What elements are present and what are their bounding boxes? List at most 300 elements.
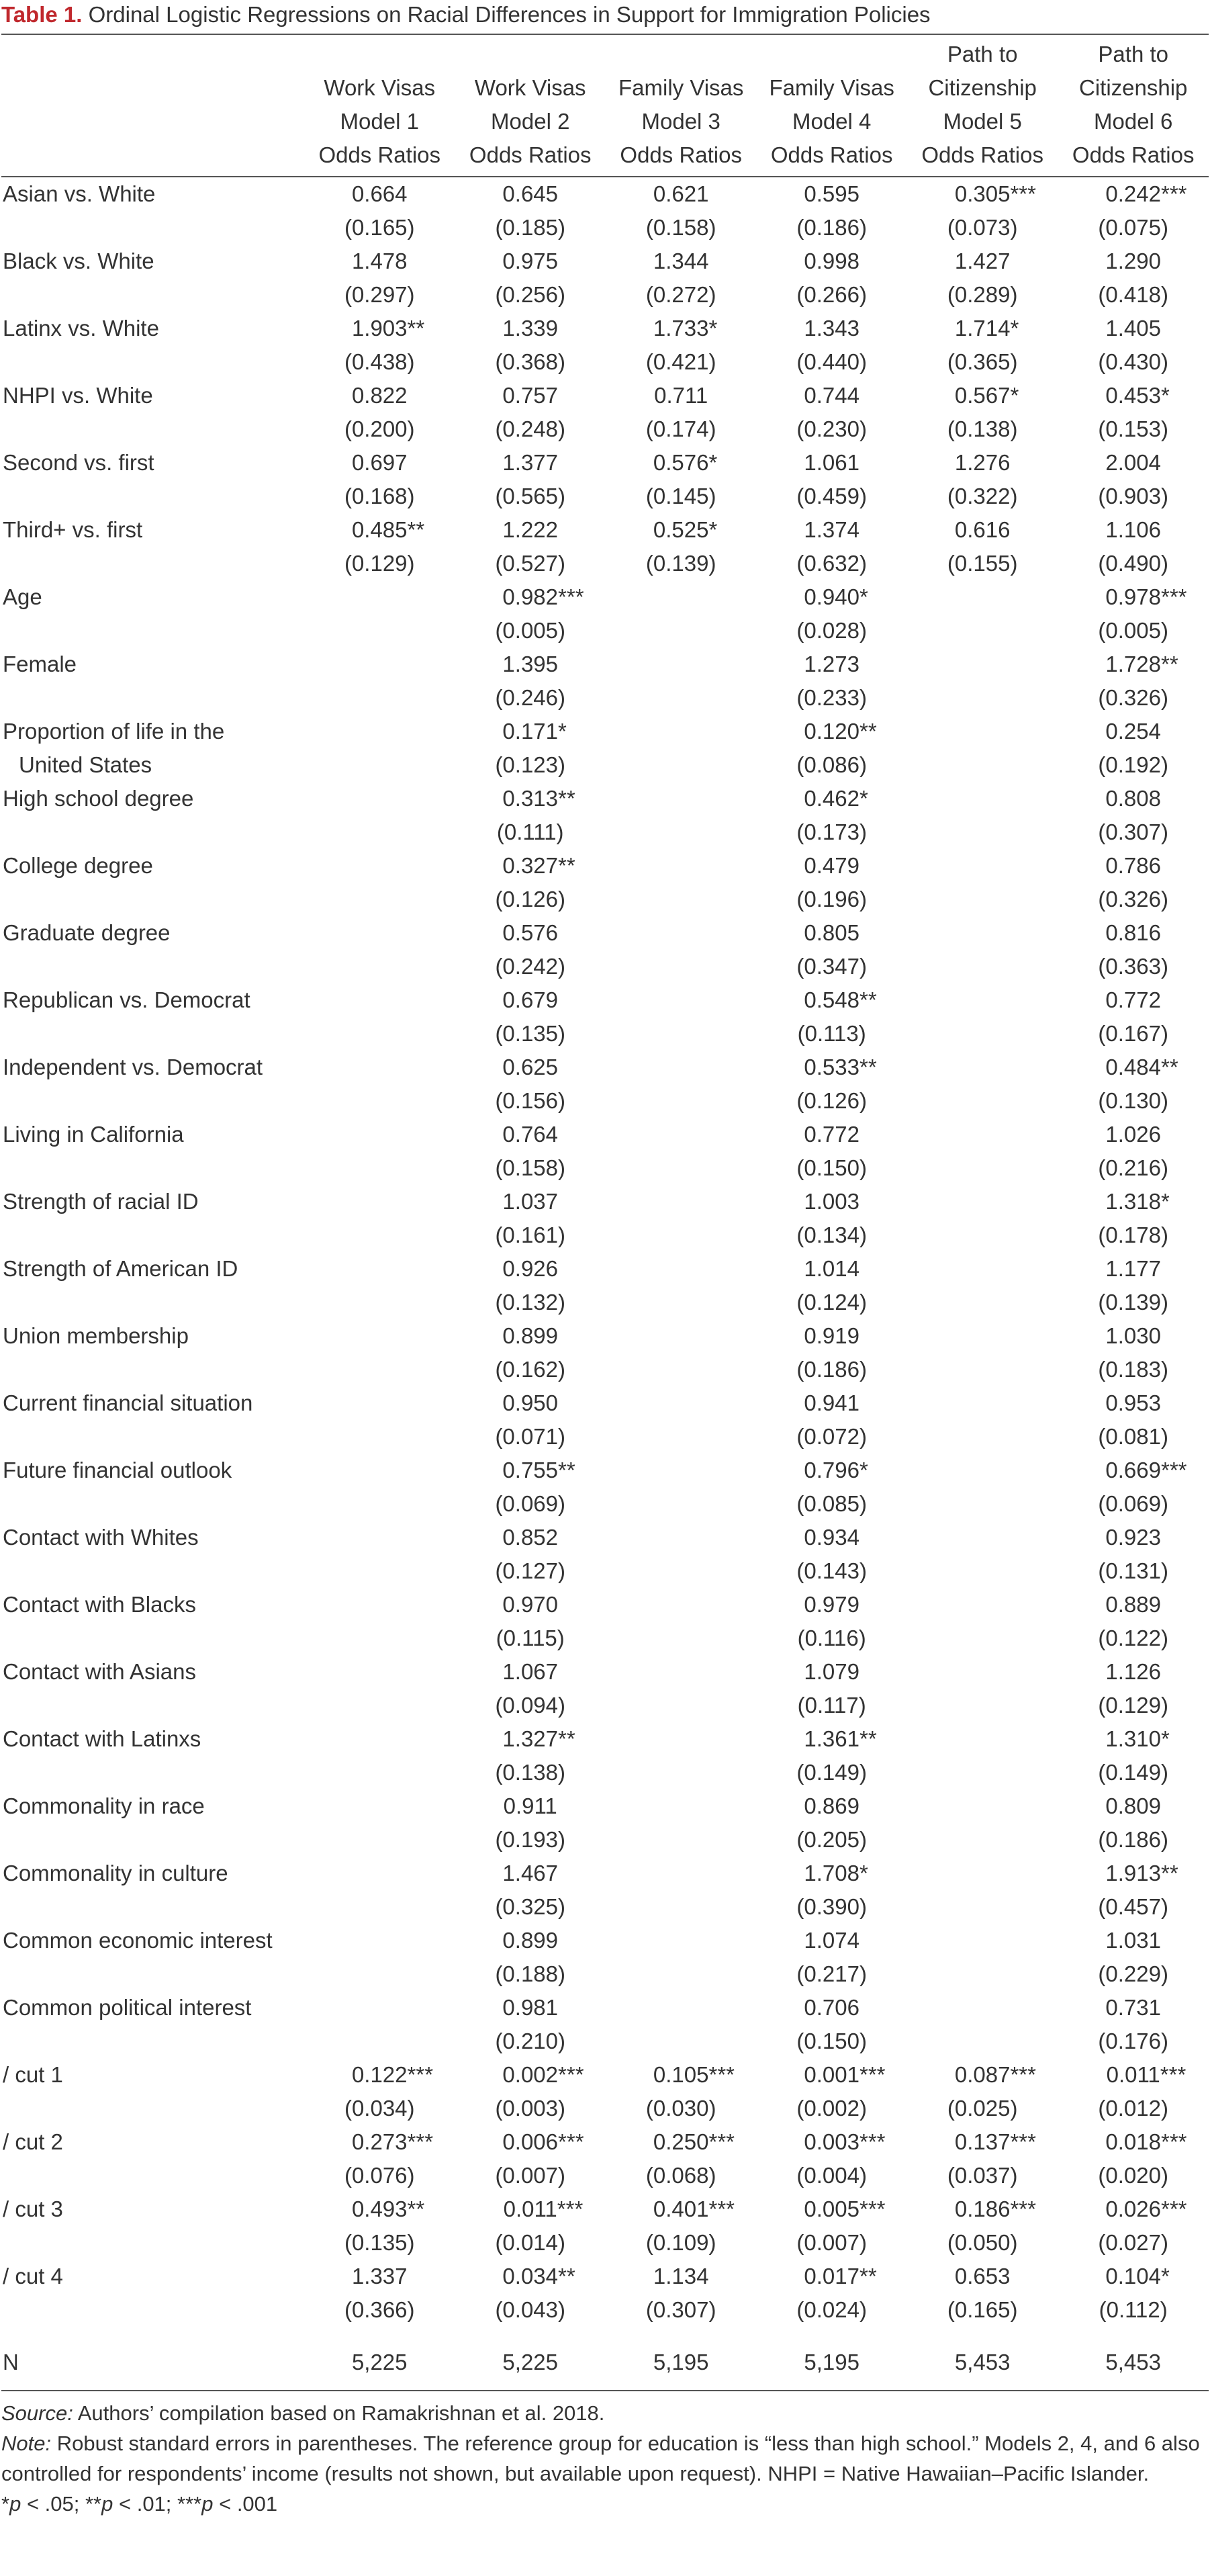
estimate-cell	[1058, 1991, 1209, 2025]
table-row-stderr	[1, 1487, 1209, 1521]
header-line: Family Visas	[769, 75, 894, 100]
row-label: Graduate degree	[3, 920, 171, 945]
cell-value	[796, 1957, 867, 1991]
row-label: Union membership	[3, 1323, 189, 1348]
row-label: Contact with Latinxs	[3, 1726, 201, 1751]
estimate-cell	[1058, 1319, 1209, 1353]
value-text: 0.697	[351, 450, 408, 475]
cell-value	[1098, 883, 1168, 916]
estimate-cell	[1058, 1454, 1209, 1487]
stderr-cell	[756, 950, 906, 983]
value-text: 0.026	[1105, 2196, 1161, 2221]
cell-value	[653, 2343, 709, 2382]
table-row-estimate	[1, 2192, 1209, 2226]
significance-stars: *	[1161, 1189, 1170, 1214]
stderr-cell	[1058, 480, 1209, 513]
estimate-cell	[606, 580, 756, 614]
header-line: Citizenship	[1079, 75, 1188, 100]
value-text: 0.242	[1105, 181, 1161, 206]
cell-value	[504, 1789, 557, 1823]
table-row-estimate	[1, 849, 1209, 883]
value-text: (0.289)	[947, 282, 1018, 307]
estimate-cell	[606, 1991, 756, 2025]
estimate-cell	[304, 648, 455, 681]
significance-note	[1, 2489, 1203, 2519]
stderr-cell	[1058, 1554, 1209, 1588]
cell-value	[344, 480, 415, 513]
cell-value	[804, 1319, 859, 1353]
stderr-cell	[756, 480, 906, 513]
value-text: (0.069)	[495, 1491, 565, 1516]
value-text: (0.134)	[796, 1223, 867, 1247]
estimate-cell	[606, 1118, 756, 1151]
value-text: 0.934	[804, 1525, 859, 1550]
significance-stars: **	[1161, 652, 1178, 676]
estimate-cell	[606, 1789, 756, 1823]
value-text: 1.478	[351, 249, 408, 273]
value-text: 5,225	[351, 2350, 408, 2374]
estimate-cell	[1058, 1521, 1209, 1554]
estimate-cell	[1058, 2125, 1209, 2159]
value-text: (0.168)	[344, 484, 415, 508]
value-text: 1.273	[804, 652, 859, 676]
header-line: Model 6	[1094, 109, 1173, 134]
stderr-cell	[907, 1957, 1058, 1991]
cell-value	[351, 312, 425, 345]
value-text: (0.129)	[344, 551, 415, 576]
cell-value	[1105, 1789, 1161, 1823]
stderr-cell	[907, 480, 1058, 513]
value-text: (0.188)	[495, 1961, 565, 1986]
estimate-cell	[455, 513, 605, 547]
value-text: 0.313	[502, 786, 559, 811]
n-cell	[304, 2343, 455, 2382]
value-text: 1.339	[502, 316, 559, 341]
stderr-cell	[606, 748, 756, 782]
stderr-cell	[1058, 1420, 1209, 1454]
stderr-cell	[1058, 2092, 1209, 2125]
cell-value	[1105, 1386, 1161, 1420]
estimate-cell	[1058, 1722, 1209, 1756]
stderr-cell	[304, 883, 455, 916]
value-text: (0.527)	[495, 551, 565, 576]
stderr-cell	[606, 1689, 756, 1722]
significance-stars: ***	[1010, 181, 1036, 206]
cell-value	[804, 1118, 859, 1151]
stderr-cell	[606, 2226, 756, 2260]
value-text: (0.246)	[495, 685, 565, 710]
stderr-cell	[606, 211, 756, 245]
cell-value	[344, 412, 415, 446]
stderr-cell	[907, 1890, 1058, 1924]
value-text: 0.744	[804, 383, 859, 408]
spacer-cell	[907, 2327, 1058, 2343]
estimate-cell	[756, 2192, 906, 2226]
row-label-continued	[1, 1957, 304, 1991]
stderr-cell	[1058, 412, 1209, 446]
stderr-cell	[756, 2092, 906, 2125]
value-text: 0.805	[804, 920, 859, 945]
stderr-cell	[907, 1554, 1058, 1588]
estimate-cell	[606, 1924, 756, 1957]
cell-value	[955, 245, 1011, 278]
table-row-estimate	[1, 1857, 1209, 1890]
header-line: Odds Ratios	[770, 142, 893, 167]
value-text: 0.786	[1105, 853, 1161, 878]
n-cell	[1058, 2343, 1209, 2382]
cell-value	[495, 211, 565, 245]
value-text: 0.731	[1105, 1995, 1161, 2020]
value-text: (0.347)	[796, 954, 867, 979]
cell-value	[796, 1218, 867, 1252]
stderr-cell	[756, 1218, 906, 1252]
cell-value	[796, 211, 867, 245]
value-text: (0.248)	[495, 416, 565, 441]
estimate-cell	[606, 513, 756, 547]
cell-value	[653, 446, 718, 480]
significance-stars: *	[1161, 1726, 1170, 1751]
cell-value	[804, 2192, 886, 2226]
significance-stars: **	[407, 2196, 425, 2221]
cell-value	[502, 312, 558, 345]
estimate-cell	[606, 1319, 756, 1353]
cell-value	[646, 211, 716, 245]
estimate-cell	[1058, 1924, 1209, 1957]
cell-value	[502, 1588, 558, 1622]
estimate-cell	[304, 1454, 455, 1487]
stderr-cell	[304, 1017, 455, 1051]
row-label-continued	[1, 681, 304, 715]
table-row-estimate	[1, 1319, 1209, 1353]
cell-value	[646, 547, 716, 580]
value-text: 0.254	[1105, 719, 1161, 744]
cell-value	[804, 379, 859, 412]
value-text: 0.816	[1105, 920, 1161, 945]
stderr-cell	[1058, 1084, 1209, 1118]
estimate-cell	[455, 1118, 605, 1151]
stderr-cell	[1058, 2159, 1209, 2192]
table-row-stderr	[1, 1622, 1209, 1655]
value-text: (0.210)	[495, 2029, 565, 2053]
value-text: 5,195	[804, 2350, 859, 2374]
cell-value	[497, 815, 564, 849]
value-text: 0.105	[653, 2062, 709, 2087]
estimate-cell	[606, 1051, 756, 1084]
estimate-cell	[455, 245, 605, 278]
estimate-cell	[606, 1857, 756, 1890]
cell-value	[1098, 1353, 1168, 1386]
value-text: (0.072)	[796, 1424, 867, 1449]
estimate-cell	[1058, 849, 1209, 883]
value-text: (0.368)	[495, 349, 565, 374]
cell-value	[653, 2125, 735, 2159]
stderr-cell	[606, 480, 756, 513]
stderr-cell	[304, 1689, 455, 1722]
value-text: 0.757	[502, 383, 559, 408]
estimate-cell	[455, 1521, 605, 1554]
estimate-cell	[455, 1857, 605, 1890]
estimate-cell	[1058, 983, 1209, 1017]
value-text: (0.256)	[495, 282, 565, 307]
cell-value	[495, 2025, 565, 2058]
stderr-cell	[455, 1420, 605, 1454]
header-model-5	[907, 35, 1058, 176]
table-row-estimate	[1, 1588, 1209, 1622]
cell-value	[646, 278, 716, 312]
value-text: (0.113)	[797, 1021, 866, 1046]
cell-value	[352, 446, 408, 480]
stderr-cell	[606, 815, 756, 849]
cell-value	[804, 2125, 886, 2159]
row-label-continued	[1, 211, 304, 245]
estimate-cell	[455, 312, 605, 345]
value-text: (0.158)	[495, 1155, 565, 1180]
estimate-cell	[304, 1588, 455, 1622]
value-text: 1.913	[1105, 1861, 1161, 1885]
stderr-cell	[907, 1622, 1058, 1655]
significance-stars: ***	[407, 2129, 434, 2154]
estimate-cell	[907, 1789, 1058, 1823]
estimate-cell	[756, 1454, 906, 1487]
estimate-cell	[304, 177, 455, 211]
cell-value	[1098, 547, 1168, 580]
stderr-cell	[304, 1353, 455, 1386]
stderr-cell	[455, 1622, 605, 1655]
cell-value	[1098, 278, 1168, 312]
cell-value	[954, 2058, 1036, 2092]
stderr-cell	[1058, 950, 1209, 983]
value-text: (0.138)	[495, 1760, 565, 1785]
stderr-cell	[606, 614, 756, 648]
source-note	[1, 2398, 1203, 2428]
cell-value	[502, 1252, 558, 1286]
cell-value	[351, 2058, 434, 2092]
significance-stars: *	[1010, 316, 1019, 341]
cell-value	[502, 1722, 575, 1756]
estimate-cell	[756, 2058, 906, 2092]
value-text: (0.115)	[496, 1626, 565, 1650]
cell-value	[1105, 2343, 1161, 2382]
row-label-continued	[1, 1420, 304, 1454]
header-line: Model 1	[340, 109, 419, 134]
estimate-cell	[1058, 2192, 1209, 2226]
estimate-cell	[304, 1386, 455, 1420]
cell-value	[1098, 1689, 1168, 1722]
cell-value	[947, 2226, 1018, 2260]
stderr-cell	[606, 1017, 756, 1051]
cell-value	[804, 648, 859, 681]
cell-value	[646, 345, 716, 379]
estimate-cell	[606, 1185, 756, 1218]
estimate-cell	[1058, 513, 1209, 547]
cell-value	[502, 2260, 575, 2293]
row-label-continued	[1, 412, 304, 446]
value-text: 0.982	[502, 584, 559, 609]
stderr-cell	[1058, 748, 1209, 782]
stderr-cell	[907, 547, 1058, 580]
significance-stars: ***	[557, 2196, 584, 2221]
table-row-stderr	[1, 1017, 1209, 1051]
significance-stars: **	[558, 786, 575, 811]
cell-value	[646, 412, 716, 446]
table-row-estimate	[1, 2125, 1209, 2159]
cell-value	[495, 412, 565, 446]
value-text: (0.007)	[495, 2163, 565, 2188]
value-text: (0.196)	[796, 887, 867, 912]
stderr-cell	[606, 1084, 756, 1118]
cell-value	[495, 1151, 565, 1185]
spacer-cell	[756, 2327, 906, 2343]
cell-value	[796, 1151, 867, 1185]
cell-value	[804, 2343, 859, 2382]
stderr-cell	[304, 950, 455, 983]
stderr-cell	[455, 1487, 605, 1521]
value-text: 0.595	[804, 181, 859, 206]
estimate-cell	[455, 2192, 605, 2226]
stderr-cell	[455, 1957, 605, 1991]
row-label: Future financial outlook	[3, 1458, 232, 1482]
value-text: 0.869	[804, 1793, 859, 1818]
cell-value	[502, 715, 567, 748]
stderr-cell	[606, 1554, 756, 1588]
table-row-estimate	[1, 715, 1209, 748]
stderr-cell	[304, 2159, 455, 2192]
stderr-cell	[455, 480, 605, 513]
significance-stars: *	[708, 450, 718, 475]
estimate-cell	[1058, 379, 1209, 412]
row-label: College degree	[3, 853, 153, 878]
value-text: (0.004)	[796, 2163, 867, 2188]
stderr-cell	[304, 681, 455, 715]
stderr-cell	[907, 1823, 1058, 1857]
cell-value	[796, 950, 867, 983]
stderr-cell	[907, 278, 1058, 312]
estimate-cell	[304, 245, 455, 278]
cell-value	[646, 2293, 716, 2327]
significance-stars: ***	[1161, 2129, 1187, 2154]
stderr-cell	[455, 614, 605, 648]
table-row-stderr	[1, 211, 1209, 245]
value-text: (0.124)	[796, 1290, 867, 1315]
cell-value	[796, 1554, 867, 1588]
estimate-cell	[1058, 1118, 1209, 1151]
cell-value	[351, 2125, 434, 2159]
cell-value	[804, 983, 877, 1017]
stderr-cell	[756, 614, 906, 648]
estimate-cell	[907, 2125, 1058, 2159]
stderr-cell	[455, 2293, 605, 2327]
value-text: 0.978	[1105, 584, 1161, 609]
stderr-cell	[606, 681, 756, 715]
value-text: (0.050)	[947, 2230, 1018, 2255]
row-label: Female	[3, 652, 77, 676]
estimate-cell	[756, 580, 906, 614]
value-text: 0.001	[804, 2062, 859, 2087]
cell-value	[798, 1622, 866, 1655]
cell-value	[495, 1017, 565, 1051]
value-text: (0.459)	[796, 484, 867, 508]
stderr-cell	[304, 1622, 455, 1655]
cell-value	[502, 916, 558, 950]
value-text: (0.186)	[796, 1357, 867, 1382]
table-header	[1, 35, 1209, 176]
cell-value	[646, 2226, 716, 2260]
stderr-cell	[304, 480, 455, 513]
value-text: 0.822	[351, 383, 408, 408]
value-text: 1.126	[1105, 1659, 1161, 1684]
value-text: 1.134	[653, 2264, 709, 2289]
significance-stars: *	[1161, 383, 1170, 408]
estimate-cell	[1058, 1386, 1209, 1420]
source-label: Source:	[1, 2401, 73, 2425]
estimate-cell	[455, 916, 605, 950]
stderr-cell	[455, 1218, 605, 1252]
estimate-cell	[304, 782, 455, 815]
estimate-cell	[756, 1319, 906, 1353]
estimate-cell	[455, 1655, 605, 1689]
row-label: Contact with Blacks	[3, 1592, 196, 1617]
stderr-cell	[1058, 2025, 1209, 2058]
estimate-cell	[455, 1454, 605, 1487]
value-text: (0.174)	[645, 416, 716, 441]
cell-value	[1105, 513, 1161, 547]
estimate-cell	[455, 849, 605, 883]
cell-value	[502, 177, 558, 211]
cell-value	[1105, 1051, 1178, 1084]
stderr-cell	[304, 1487, 455, 1521]
table-row-estimate	[1, 312, 1209, 345]
estimate-cell	[455, 715, 605, 748]
cell-value	[495, 2092, 565, 2125]
cell-value	[1098, 815, 1168, 849]
table-row-stderr	[1, 1084, 1209, 1118]
cell-value	[1098, 1890, 1168, 1924]
table-row-stderr	[1, 1420, 1209, 1454]
sig-stars: *	[1, 2492, 10, 2516]
estimate-cell	[304, 1924, 455, 1957]
stderr-cell	[606, 547, 756, 580]
estimate-cell	[907, 1722, 1058, 1756]
cell-value	[654, 379, 708, 412]
estimate-cell	[1058, 2260, 1209, 2293]
value-text: 1.714	[954, 316, 1011, 341]
estimate-cell	[907, 245, 1058, 278]
table-row-estimate	[1, 379, 1209, 412]
stderr-cell	[606, 1151, 756, 1185]
estimate-cell	[756, 177, 906, 211]
header-line: Work Visas	[324, 75, 436, 100]
stderr-cell	[756, 2025, 906, 2058]
row-label-continued	[1, 1218, 304, 1252]
cell-value	[502, 1655, 558, 1689]
estimate-cell	[606, 983, 756, 1017]
value-text: (0.297)	[344, 282, 415, 307]
estimate-cell	[1058, 1185, 1209, 1218]
value-text: (0.109)	[645, 2230, 716, 2255]
significance-stars: **	[407, 316, 425, 341]
cell-value	[495, 1084, 565, 1118]
row-label: / cut 4	[3, 2264, 63, 2289]
row-label: Living in California	[3, 1122, 184, 1147]
stderr-cell	[756, 2159, 906, 2192]
value-text: 0.852	[502, 1525, 559, 1550]
value-text: 1.733	[653, 316, 709, 341]
value-text: 1.427	[954, 249, 1011, 273]
estimate-cell	[304, 1319, 455, 1353]
value-text: 0.981	[502, 1995, 559, 2020]
value-text: 0.645	[502, 181, 559, 206]
value-text: 0.005	[804, 2196, 859, 2221]
